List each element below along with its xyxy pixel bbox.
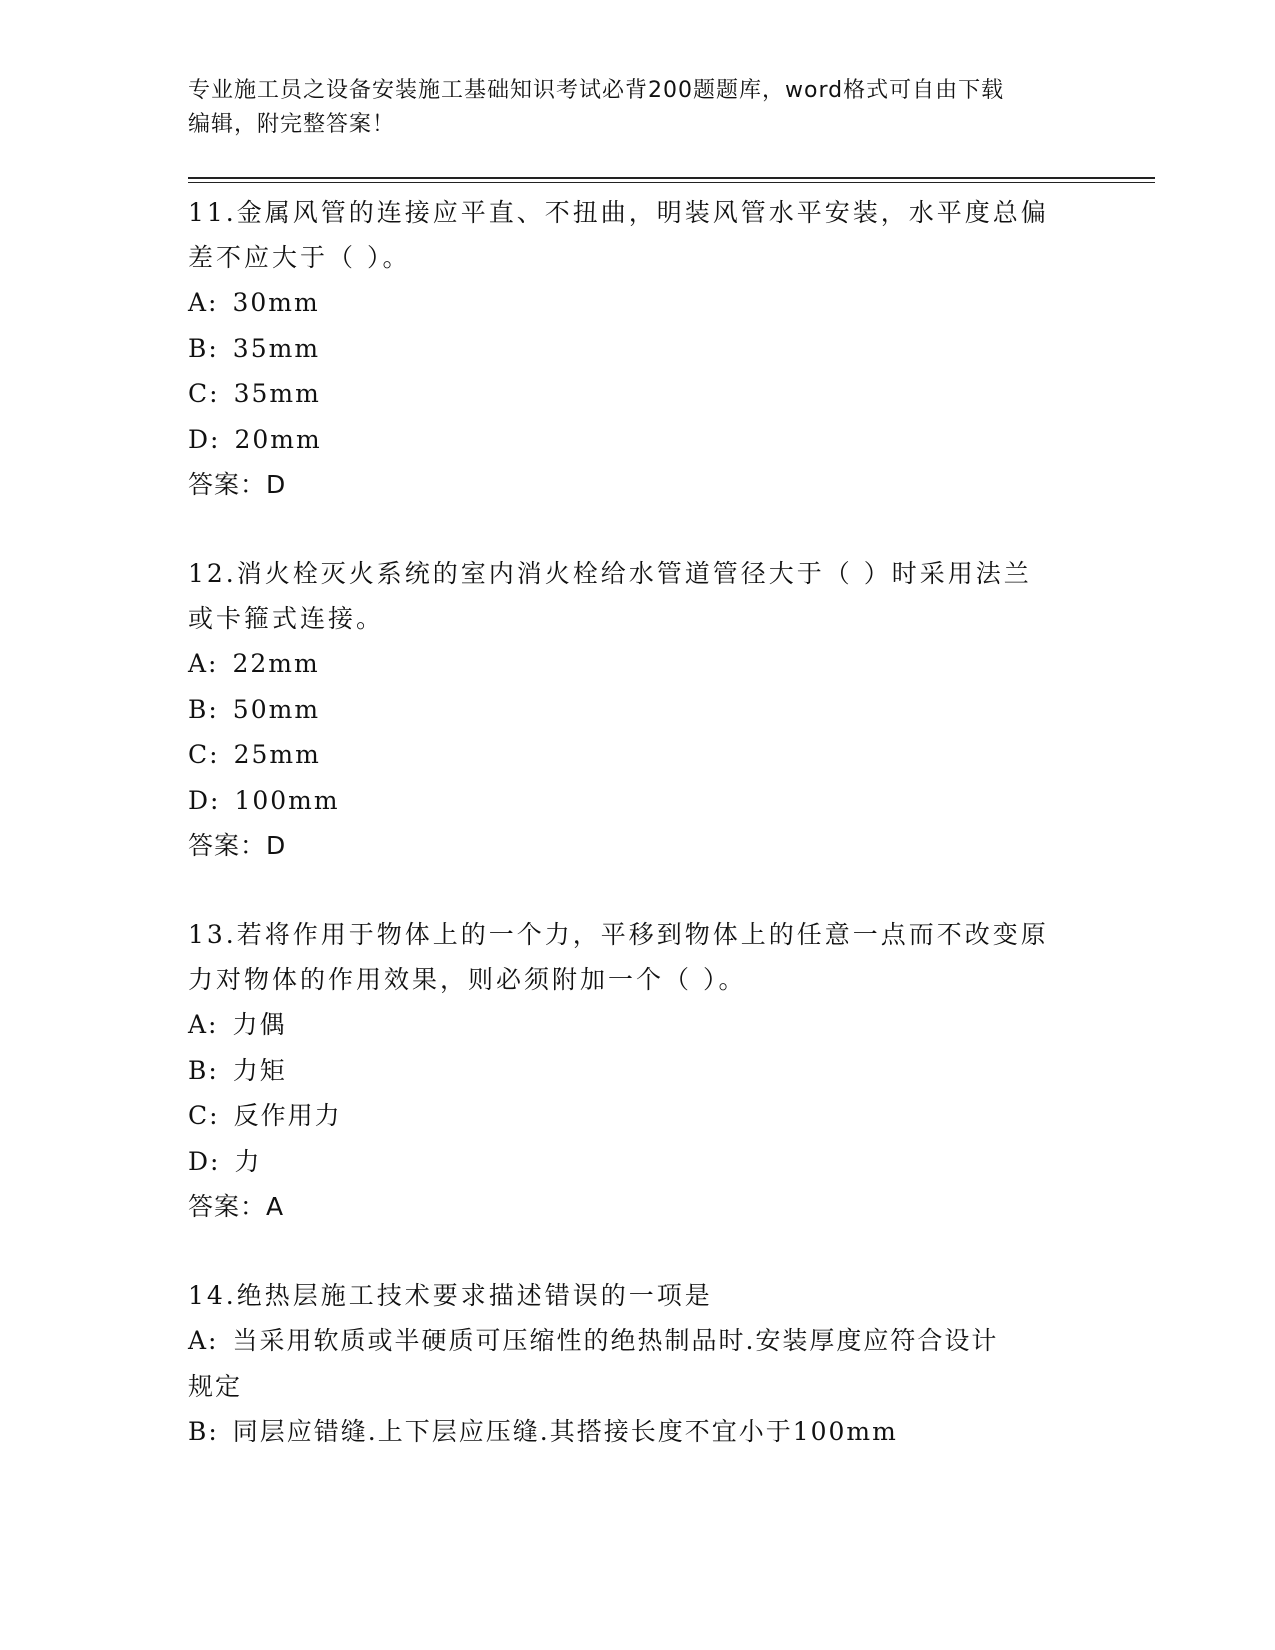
- option-c: [188, 371, 1088, 417]
- option-text: 20mm: [234, 424, 322, 454]
- option-a: [188, 1002, 1088, 1048]
- answer-line: 答案：D: [188, 470, 287, 499]
- question-text-line: 差不应大于（ ）。: [188, 243, 411, 272]
- option-letter: B:: [188, 694, 219, 724]
- answer-line: 答案：A: [188, 1192, 285, 1221]
- question-list: [188, 190, 1088, 1499]
- option-text: 35mm: [232, 333, 321, 363]
- option-text: 100mm: [234, 785, 340, 815]
- option-c: [188, 1093, 1088, 1139]
- option-a: [188, 280, 1088, 326]
- question-text-line: 14.绝热层施工技术要求描述错误的一项是: [188, 1281, 713, 1310]
- question-text-line: 力对物体的作用效果，则必须附加一个（ ）。: [188, 965, 747, 994]
- option-letter: C:: [188, 379, 220, 408]
- option-text: 力: [234, 1146, 262, 1176]
- option-letter: B:: [188, 1417, 219, 1446]
- answer-line: 答案：D: [188, 831, 287, 860]
- option-letter: D:: [188, 785, 221, 815]
- header-line-2: 编辑，附完整答案！: [188, 112, 396, 137]
- option-d: [188, 1139, 1088, 1185]
- option-letter: A:: [188, 1326, 219, 1355]
- option-letter: A:: [188, 1010, 219, 1039]
- option-text: 35mm: [233, 379, 321, 408]
- option-text: 30mm: [232, 288, 320, 317]
- option-b: [188, 326, 1088, 372]
- option-text: 反作用力: [233, 1101, 342, 1130]
- option-c: [188, 732, 1088, 778]
- header-divider-thin: [188, 182, 1155, 183]
- option-text: 力偶: [232, 1010, 287, 1039]
- option-d: [188, 417, 1088, 463]
- option-letter: A:: [188, 288, 219, 317]
- option-b: [188, 1409, 1088, 1455]
- option-letter: A:: [188, 649, 219, 678]
- option-text: 50mm: [232, 694, 321, 724]
- option-letter: B:: [188, 1055, 219, 1085]
- option-text: 22mm: [232, 649, 320, 678]
- question-11: [188, 190, 1088, 507]
- document-header: [188, 74, 1088, 142]
- question-text-line: 11.金属风管的连接应平直、不扭曲，明装风管水平安装，水平度总偏: [188, 198, 1049, 227]
- option-letter: B:: [188, 333, 219, 363]
- option-b: [188, 687, 1088, 733]
- option-text: 当采用软质或半硬质可压缩性的绝热制品时.安装厚度应符合设计: [232, 1326, 999, 1355]
- question-14: [188, 1273, 1088, 1455]
- option-a-continuation: 规定: [188, 1371, 243, 1401]
- question-13: [188, 912, 1088, 1229]
- question-text-line: 13.若将作用于物体上的一个力，平移到物体上的任意一点而不改变原: [188, 920, 1049, 949]
- question-text-line: 或卡箍式连接。: [188, 604, 385, 633]
- header-divider: [188, 177, 1155, 179]
- option-letter: C:: [188, 740, 220, 769]
- option-text: 25mm: [233, 740, 321, 769]
- option-letter: C:: [188, 1101, 220, 1130]
- option-a: [188, 641, 1088, 687]
- option-text: 力矩: [232, 1055, 287, 1085]
- question-12: [188, 551, 1088, 868]
- option-d: [188, 778, 1088, 824]
- question-text-line: 12.消火栓灭火系统的室内消火栓给水管道管径大于（ ）时采用法兰: [188, 559, 1032, 588]
- option-letter: D:: [188, 424, 221, 454]
- option-b: [188, 1048, 1088, 1094]
- option-text: 同层应错缝.上下层应压缝.其搭接长度不宜小于100mm: [232, 1417, 898, 1446]
- option-letter: D:: [188, 1146, 221, 1176]
- option-a: [188, 1318, 1088, 1364]
- header-line-1: 专业施工员之设备安装施工基础知识考试必背200题题库，word格式可自由下载: [188, 78, 1005, 103]
